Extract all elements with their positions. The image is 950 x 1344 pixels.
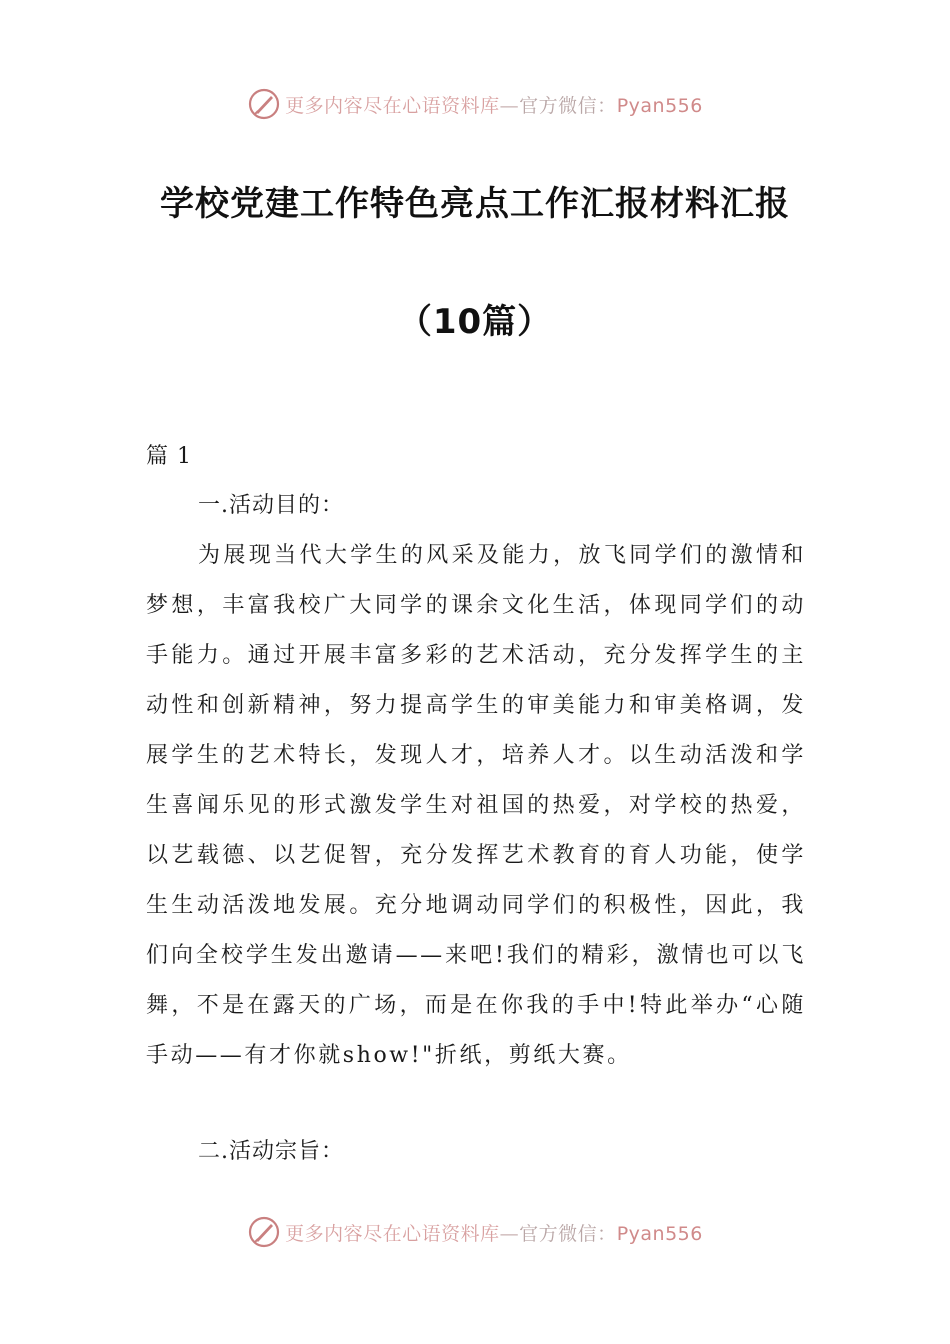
watermark-id: Pyan556 bbox=[616, 1222, 703, 1245]
section-heading-tenet: 二.活动宗旨： bbox=[198, 1139, 344, 1164]
watermark-official: 官方微信： bbox=[519, 1222, 617, 1245]
watermark-official: 官方微信： bbox=[519, 94, 617, 117]
watermark-dash: — bbox=[499, 94, 520, 117]
quill-logo-icon bbox=[247, 1215, 281, 1249]
section-label: 篇 1 bbox=[146, 444, 192, 469]
document-subtitle: （10篇） bbox=[397, 302, 553, 342]
quill-logo-icon bbox=[247, 87, 281, 121]
watermark-text bbox=[285, 1219, 703, 1246]
body-paragraph: 为展现当代大学生的风采及能力，放飞同学们的激情和梦想，丰富我校广大同学的课余文化生活，体现同学们的动手能力。通过开展丰富多彩的艺术活动，充分发挥学生的主动性和创新精神，努力提高学生的审美能力和审美格调，发展学生的艺术特长，发现人才，培养人才。以生动活泼和学生喜闻乐见的形式激发学生对祖国的热爱，对学校的热爱，以艺载德、以艺促智，充分发挥艺术教育的育人功能，使学生生动活泼地发展。充分地调动同学们的积极性，因此，我们向全校学生发出邀请——来吧!我们的精彩，激情也可以飞舞，不是在露天的广场，而是在你我的手中!特此举办“心随手动——有才你就show!"折纸，剪纸大赛。 bbox=[146, 543, 806, 1068]
header-watermark bbox=[0, 84, 950, 124]
watermark-id: Pyan556 bbox=[616, 94, 703, 117]
watermark-text bbox=[285, 91, 703, 118]
footer-watermark bbox=[0, 1212, 950, 1252]
watermark-dash: — bbox=[499, 1222, 520, 1245]
document-title: 学校党建工作特色亮点工作汇报材料汇报 bbox=[160, 184, 790, 224]
watermark-brand: 更多内容尽在心语资料库 bbox=[285, 1222, 500, 1245]
section-heading-purpose: 一.活动目的： bbox=[198, 493, 344, 518]
watermark-brand: 更多内容尽在心语资料库 bbox=[285, 94, 500, 117]
